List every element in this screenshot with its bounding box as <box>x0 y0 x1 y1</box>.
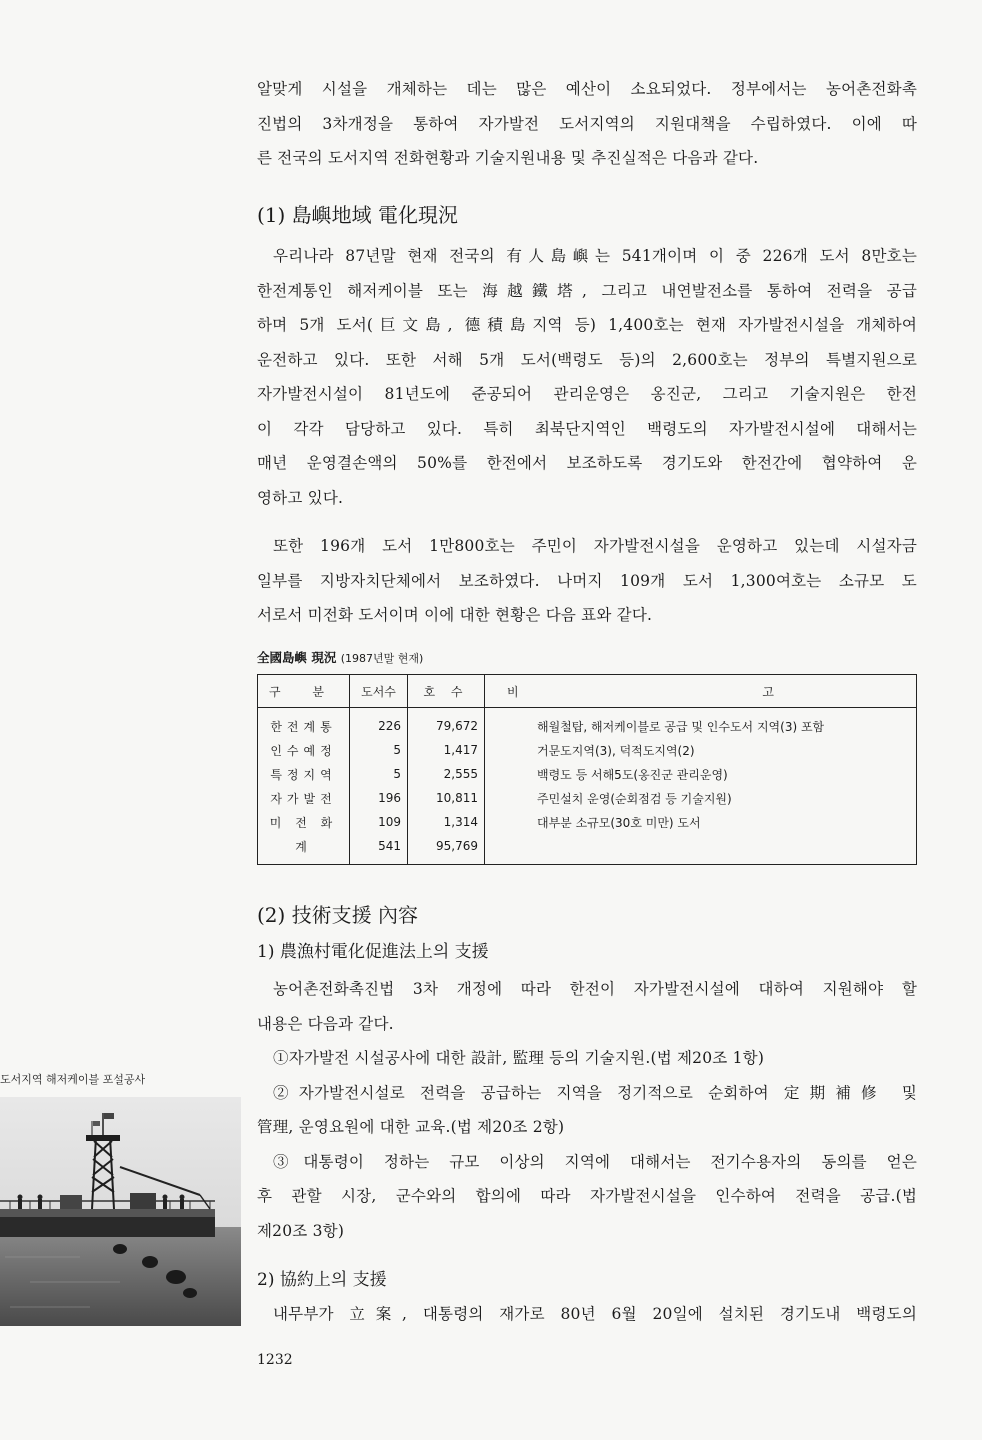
paragraph-line: 운전하고 있다. 또한 서해 5개 도서(백령도 등)의 2,600호는 정부의 특별지원으로 <box>257 350 917 369</box>
row-households: 2,555 <box>408 762 485 786</box>
paragraph-line: 영하고 있다. <box>257 488 344 507</box>
paragraph-line: 매년 운영결손액의 50%를 한전에서 보조하도록 경기도와 한전간에 협약하여 운 <box>257 454 917 472</box>
table-row <box>258 762 917 786</box>
paragraph-line: 한전계통인 해저케이블 또는 海越鐵塔, 그리고 내연발전소를 통하여 전력을 공급 <box>257 281 917 300</box>
photo-caption: 도서지역 해저케이블 포설공사 <box>0 1073 146 1086</box>
row-remarks <box>485 834 917 865</box>
row-households: 1,314 <box>408 810 485 834</box>
table-caption <box>257 648 917 666</box>
table-title: 全國島嶼 現況 <box>257 650 337 665</box>
paragraph-line: 자가발전시설이 81년도에 준공되어 관리운영은 옹진군, 그리고 기술지원은 한전 <box>257 385 917 403</box>
row-category: 한전계통 <box>258 708 350 739</box>
row-remarks: 해월철탑, 해저케이블로 공급 및 인수도서 지역(3) 포함 <box>485 708 917 739</box>
column-header-remarks: 비 고 <box>485 675 917 708</box>
paragraph-line: 하며 5개 도서(巨文島, 德積島지역 등) 1,400호는 현재 자가발전시설을 개체하여 <box>257 316 917 334</box>
table-row <box>258 810 917 834</box>
intro-paragraph <box>257 72 917 176</box>
subsection-1-heading: 1) 農漁村電化促進法上의 支援 <box>257 942 489 962</box>
row-households: 10,811 <box>408 786 485 810</box>
row-category: 인수예정 <box>258 738 350 762</box>
section-1-paragraph-2 <box>257 529 917 633</box>
table-row <box>258 708 917 739</box>
intro-line: 알맞게 시설을 개체하는 데는 많은 예산이 소요되었다. 정부에서는 농어촌전화촉 <box>257 80 917 98</box>
row-islands: 541 <box>350 834 408 865</box>
page-number: 1232 <box>257 1352 293 1368</box>
table-row <box>258 738 917 762</box>
table-subtitle: (1987년말 현재) <box>340 652 424 665</box>
intro-line: 진법의 3차개정을 통하여 자가발전 도서지역의 지원대책을 수립하였다. 이에 따 <box>257 114 917 133</box>
row-islands: 226 <box>350 708 408 739</box>
subsection-2-heading: 2) 協約上의 支援 <box>257 1270 387 1290</box>
subsection-2-body <box>257 1297 917 1332</box>
row-islands: 196 <box>350 786 408 810</box>
cable-laying-photo <box>0 1097 241 1326</box>
table-total-row <box>258 834 917 865</box>
paragraph-line: 이 각각 담당하고 있다. 특히 최북단지역인 백령도의 자가발전시설에 대해서는 <box>257 419 917 438</box>
paragraph-line: 서로서 미전화 도서이며 이에 대한 현황은 다음 표와 같다. <box>257 606 653 624</box>
island-status-table <box>257 674 917 865</box>
paragraph-line: 내용은 다음과 같다. <box>257 1014 394 1033</box>
row-category: 자가발전 <box>258 786 350 810</box>
row-islands: 109 <box>350 810 408 834</box>
section-1-paragraph-1 <box>257 239 917 515</box>
row-households: 79,672 <box>408 708 485 739</box>
row-households: 95,769 <box>408 834 485 865</box>
list-item-continuation: 후 관할 시장, 군수와의 합의에 따라 자가발전시설을 인수하여 전력을 공급.(법 <box>257 1187 917 1205</box>
row-category: 미 전 화 <box>258 810 350 834</box>
list-item-continuation: 제20조 3항) <box>257 1221 345 1240</box>
list-item: ②자가발전시설로 전력을 공급하는 지역을 정기적으로 순회하여 定期補修 및 <box>273 1083 917 1102</box>
row-islands: 5 <box>350 762 408 786</box>
row-remarks: 백령도 등 서해5도(옹진군 관리운영) <box>485 762 917 786</box>
paragraph-line: 또한 196개 도서 1만800호는 주민이 자가발전시설을 운영하고 있는데 시설자금 <box>273 537 917 555</box>
column-header-islands: 도서수 <box>350 675 408 708</box>
table-row <box>258 786 917 810</box>
row-households: 1,417 <box>408 738 485 762</box>
row-remarks: 대부분 소규모(30호 미만) 도서 <box>485 810 917 834</box>
subsection-1-body <box>257 972 917 1248</box>
row-islands: 5 <box>350 738 408 762</box>
list-item-continuation: 管理, 운영요원에 대한 교육.(법 제20조 2항) <box>257 1118 565 1136</box>
paragraph-line: 일부를 지방자치단체에서 보조하였다. 나머지 109개 도서 1,300여호는 소규모 도 <box>257 571 917 590</box>
paragraph-line: 농어촌전화촉진법 3차 개정에 따라 한전이 자가발전시설에 대하여 지원해야 할 <box>273 980 917 998</box>
row-remarks: 주민설치 운영(순회점검 등 기술지원) <box>485 786 917 810</box>
list-item: ③대통령이 정하는 규모 이상의 지역에 대해서는 전기수용자의 동의를 얻은 <box>273 1152 917 1171</box>
table-header-row <box>258 675 917 708</box>
list-item: ①자가발전 시설공사에 대한 設計, 監理 등의 기술지원.(법 제20조 1항) <box>273 1049 765 1067</box>
paragraph-line: 우리나라 87년말 현재 전국의 有人島嶼는 541개이며 이 중 226개 도서 8만호는 <box>273 247 917 265</box>
column-header-category: 구 분 <box>258 675 350 708</box>
row-category: 특정지역 <box>258 762 350 786</box>
paragraph-line: 내무부가 立案, 대통령의 재가로 80년 6월 20일에 설치된 경기도내 백령도의 <box>273 1305 917 1323</box>
section-2-heading: (2) 技術支援 內容 <box>257 903 419 927</box>
column-header-households: 호 수 <box>408 675 485 708</box>
row-remarks: 거문도지역(3), 덕적도지역(2) <box>485 738 917 762</box>
section-1-heading: (1) 島嶼地域 電化現況 <box>257 203 459 227</box>
row-category: 계 <box>258 834 350 865</box>
intro-line: 른 전국의 도서지역 전화현황과 기술지원내용 및 추진실적은 다음과 같다. <box>257 149 759 167</box>
